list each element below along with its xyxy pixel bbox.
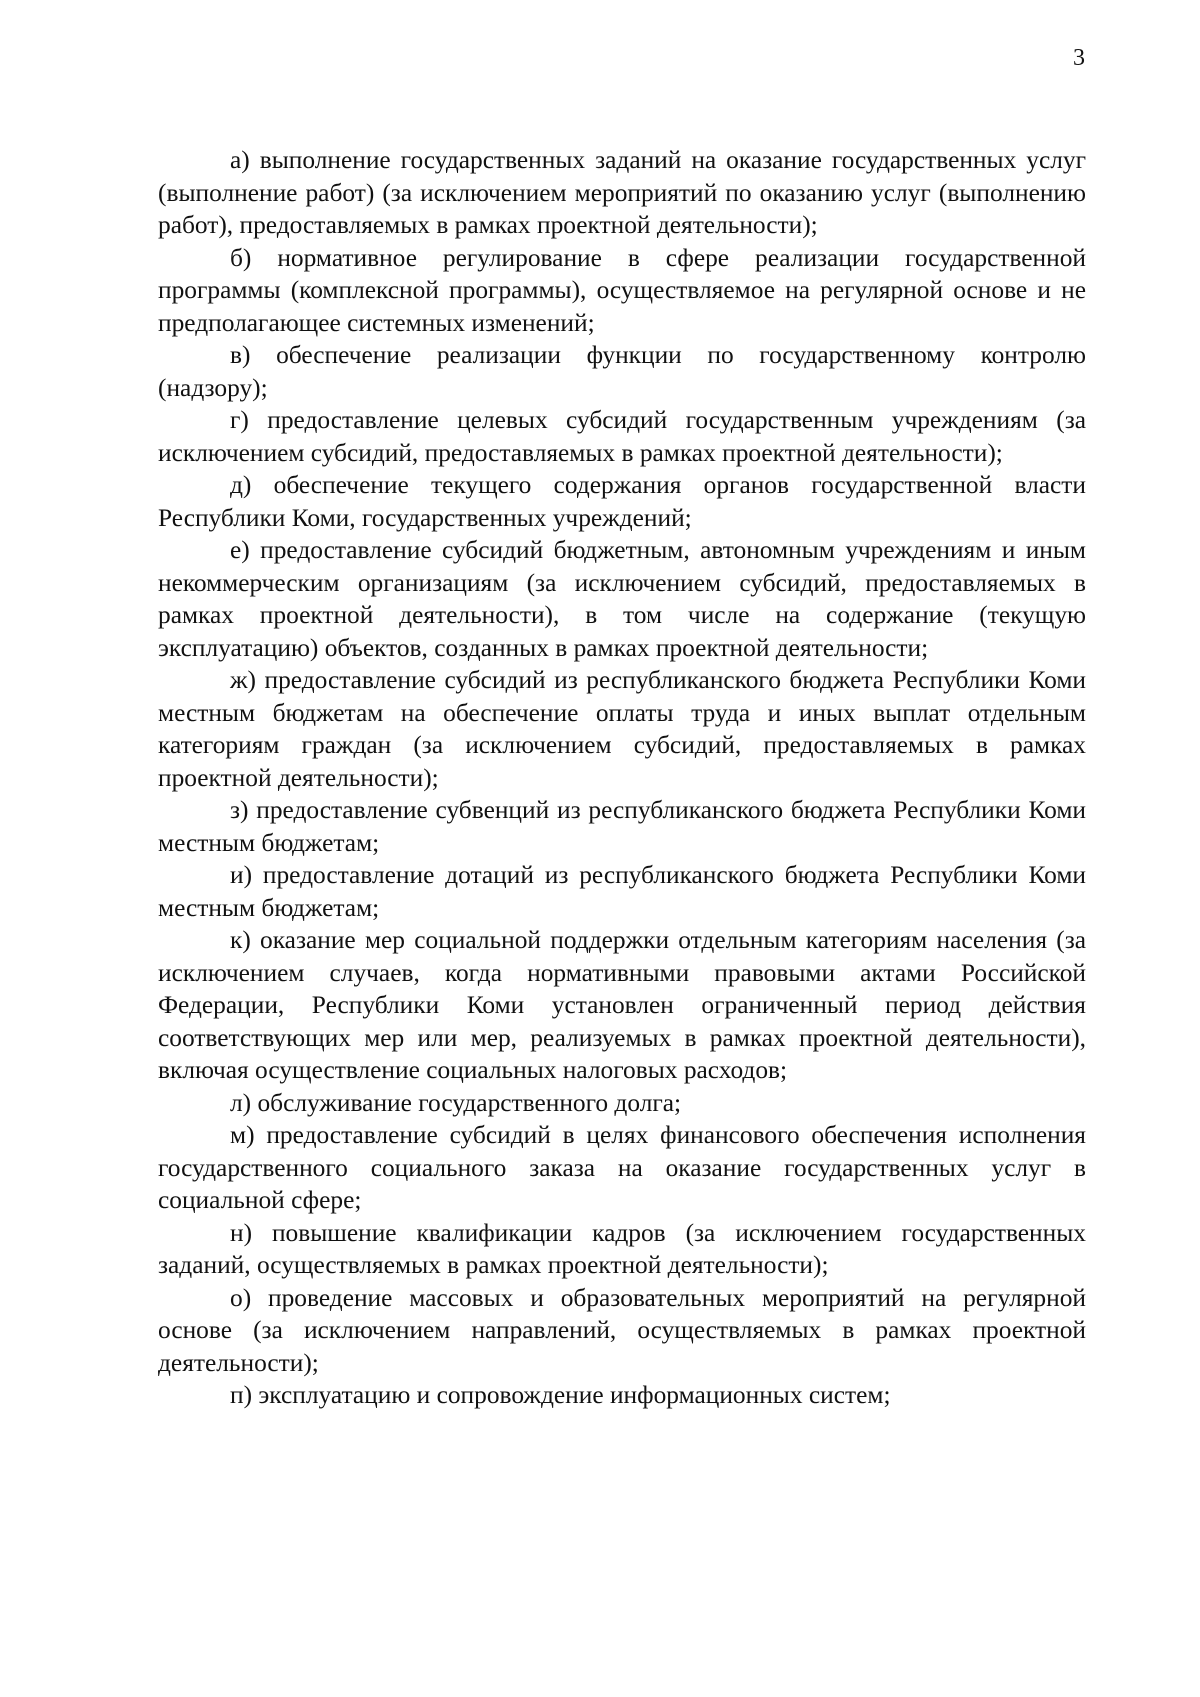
list-item-v: в) обеспечение реализации функции по государственному контролю (надзору);: [158, 341, 1086, 402]
list-item-zh: ж) предоставление субсидий из республиканского бюджета Республики Коми местным бюджетам на обеспечение оплаты труда и иных выплат отдельным категориям граждан (за исключением субсидий, предоставляемых в рамках проектной деятельности);: [158, 666, 1086, 792]
document-body: [158, 144, 1086, 1412]
list-item-n: н) повышение квалификации кадров (за исключением государственных заданий, осуществляемых в рамках проектной деятельности);: [158, 1218, 1086, 1279]
list-item-l: л) обслуживание государственного долга;: [230, 1088, 682, 1117]
list-item-a: а) выполнение государственных заданий на оказание государственных услуг (выполнение работ) (за исключением мероприятий по оказанию услуг (выполнению работ), предоставляемых в рамках проектной деятельности);: [158, 146, 1086, 239]
list-item-g: г) предоставление целевых субсидий государственным учреждениям (за исключением субсидий, предоставляемых в рамках проектной деятельности);: [158, 406, 1086, 467]
list-item-i: и) предоставление дотаций из республиканского бюджета Республики Коми местным бюджетам;: [158, 861, 1086, 922]
list-item-k: к) оказание мер социальной поддержки отдельным категориям населения (за исключением случаев, когда нормативными правовыми актами Российской Федерации, Республики Коми установлен ограниченный период действия соответствующих мер или мер, реализуемых в рамках проектной деятельности), включая осуществление социальных налоговых расходов;: [158, 926, 1086, 1084]
list-item-p: п) эксплуатацию и сопровождение информационных систем;: [230, 1381, 891, 1409]
list-item-m: м) предоставление субсидий в целях финансового обеспечения исполнения государственного социального заказа на оказание государственных услуг в социальной сфере;: [158, 1121, 1086, 1214]
list-item-z: з) предоставление субвенций из республиканского бюджета Республики Коми местным бюджетам;: [158, 796, 1086, 857]
list-item-o: о) проведение массовых и образовательных мероприятий на регулярной основе (за исключением направлений, осуществляемых в рамках проектной деятельности);: [158, 1283, 1086, 1377]
list-item-e: е) предоставление субсидий бюджетным, автономным учреждениям и иным некоммерческим организациям (за исключением субсидий, предоставляемых в рамках проектной деятельности), в том числе на содержание (текущую эксплуатацию) объектов, созданных в рамках проектной деятельности;: [158, 536, 1086, 662]
list-item-b: б) нормативное регулирование в сфере реализации государственной программы (комплексной программы), осуществляемое на регулярной основе и не предполагающее системных изменений;: [158, 243, 1086, 337]
page-number: 3: [1073, 45, 1085, 71]
list-item-d: д) обеспечение текущего содержания органов государственной власти Республики Коми, государственных учреждений;: [158, 471, 1086, 532]
